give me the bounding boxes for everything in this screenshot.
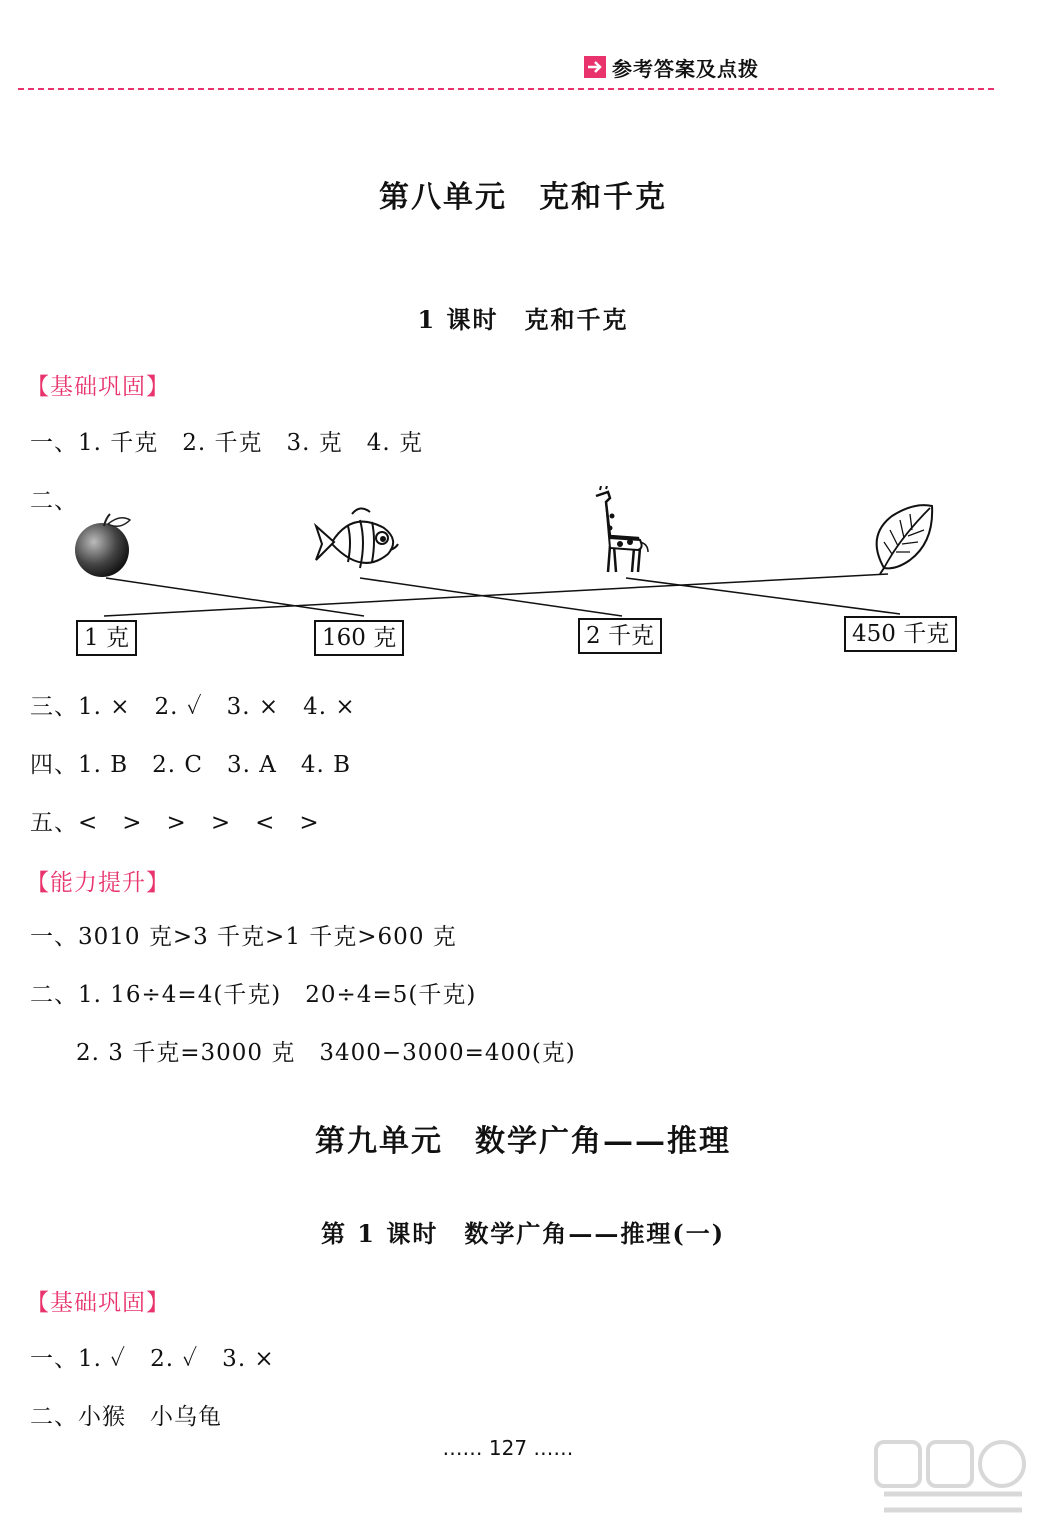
watermark-logo-icon — [872, 1438, 1032, 1528]
header-label: 参考答案及点拨 — [612, 56, 759, 81]
matching-lines — [0, 0, 1046, 700]
section-tag-basic: 【基础巩固】 — [26, 374, 170, 400]
answer-line: 2. 3 千克=3000 克 3400−3000=400(克) — [76, 1040, 576, 1066]
answer-line: 三、1. × 2. ✓ 3. × 4. × — [30, 694, 356, 720]
apple-icon — [74, 512, 134, 582]
section-tag-advanced: 【能力提升】 — [26, 870, 170, 896]
answer-line: 二、1. 16÷4=4(千克) 20÷4=5(千克) — [30, 982, 477, 1008]
giraffe-icon — [588, 486, 652, 580]
match-box-2: 160 克 — [314, 620, 404, 656]
section-tag-basic: 【基础巩固】 — [26, 1290, 170, 1316]
unit-title: 第九单元 数学广角——推理 — [315, 1124, 731, 1159]
answer-line: 四、1. B 2. C 3. A 4. B — [30, 752, 352, 778]
answer-line: 二、小猴 小乌龟 — [30, 1404, 222, 1430]
lesson-title: 第 1 课时 数学广角——推理(一) — [320, 1219, 726, 1248]
page-number: …… 127 …… — [442, 1436, 574, 1460]
unit-title: 第八单元 克和千克 — [379, 180, 667, 215]
match-box-4: 450 千克 — [844, 616, 957, 652]
leaf-icon — [870, 502, 936, 580]
answer-line: 一、1. 千克 2. 千克 3. 克 4. 克 — [30, 430, 424, 456]
answer-line: 五、< > > > < > — [30, 810, 320, 836]
lesson-title: 1 课时 克和千克 — [417, 305, 629, 334]
answer-line: 一、1. ✓ 2. ✓ 3. × — [30, 1346, 275, 1372]
fish-icon — [312, 504, 402, 584]
match-box-1: 1 克 — [76, 620, 137, 656]
answer-line-label: 二、 — [30, 488, 78, 514]
match-box-3: 2 千克 — [578, 618, 662, 654]
answer-line: 一、3010 克>3 千克>1 千克>600 克 — [30, 924, 457, 950]
